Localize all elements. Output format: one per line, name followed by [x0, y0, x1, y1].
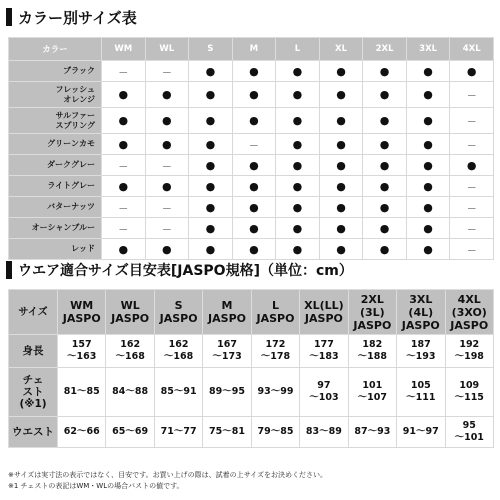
measure-value-cell: 85～91 — [154, 368, 202, 417]
unavailable-dash: － — [450, 218, 494, 239]
available-dot: ● — [319, 239, 363, 260]
measure-value-cell: 182 ～188 — [348, 335, 396, 368]
color-name-cell: ブラック — [9, 61, 102, 82]
footnotes — [8, 470, 496, 492]
available-dot: ● — [189, 218, 233, 239]
available-dot: ● — [276, 176, 320, 197]
available-dot: ● — [102, 134, 146, 155]
table-row — [9, 176, 494, 197]
available-dot: ● — [189, 134, 233, 155]
available-dot: ● — [450, 61, 494, 82]
measure-value-cell: 89～95 — [203, 368, 251, 417]
available-dot: ● — [102, 176, 146, 197]
available-dot: ● — [363, 82, 407, 108]
measure-value-cell: 109 ～115 — [445, 368, 494, 417]
available-dot: ● — [406, 218, 450, 239]
available-dot: ● — [232, 61, 276, 82]
available-dot: ● — [319, 82, 363, 108]
unavailable-dash: － — [450, 197, 494, 218]
jaspo-size-header: XL(LL) JASPO — [300, 290, 348, 335]
table-row — [9, 417, 494, 448]
available-dot: ● — [319, 108, 363, 134]
available-dot: ● — [406, 197, 450, 218]
available-dot: ● — [189, 61, 233, 82]
measure-value-cell: 192 ～198 — [445, 335, 494, 368]
available-dot: ● — [102, 108, 146, 134]
jaspo-table-body — [9, 335, 494, 448]
measure-value-cell: 162 ～168 — [154, 335, 202, 368]
table-row — [9, 82, 494, 108]
available-dot: ● — [319, 218, 363, 239]
jaspo-size-header: S JASPO — [154, 290, 202, 335]
color-name-cell: サルファー スプリング — [9, 108, 102, 134]
color-name-cell: ライトグレー — [9, 176, 102, 197]
unavailable-dash: － — [102, 197, 146, 218]
available-dot: ● — [232, 239, 276, 260]
available-dot: ● — [406, 108, 450, 134]
size-column-header: 3XL — [406, 38, 450, 61]
available-dot: ● — [363, 155, 407, 176]
available-dot: ● — [276, 155, 320, 176]
unavailable-dash: － — [232, 134, 276, 155]
available-dot: ● — [406, 134, 450, 155]
measure-value-cell: 71～77 — [154, 417, 202, 448]
available-dot: ● — [363, 176, 407, 197]
available-dot: ● — [276, 108, 320, 134]
available-dot: ● — [319, 61, 363, 82]
size-column-header: 2XL — [363, 38, 407, 61]
available-dot: ● — [189, 176, 233, 197]
unavailable-dash: － — [102, 155, 146, 176]
available-dot: ● — [406, 176, 450, 197]
available-dot: ● — [189, 108, 233, 134]
available-dot: ● — [406, 155, 450, 176]
jaspo-size-header: 2XL (3L) JASPO — [348, 290, 396, 335]
title-bar-marker — [6, 8, 12, 26]
available-dot: ● — [363, 197, 407, 218]
measure-value-cell: 84～88 — [106, 368, 154, 417]
table-row — [9, 218, 494, 239]
available-dot: ● — [450, 155, 494, 176]
available-dot: ● — [232, 176, 276, 197]
available-dot: ● — [276, 239, 320, 260]
available-dot: ● — [189, 239, 233, 260]
unavailable-dash: － — [450, 239, 494, 260]
measure-value-cell: 162 ～168 — [106, 335, 154, 368]
measure-value-cell: 177 ～183 — [300, 335, 348, 368]
jaspo-size-header: L JASPO — [251, 290, 299, 335]
measure-value-cell: 93～99 — [251, 368, 299, 417]
table-row — [9, 134, 494, 155]
available-dot: ● — [319, 155, 363, 176]
jaspo-table-header-row — [9, 290, 494, 335]
color-name-cell: ダークグレー — [9, 155, 102, 176]
available-dot: ● — [406, 82, 450, 108]
unavailable-dash: － — [145, 218, 189, 239]
available-dot: ● — [189, 197, 233, 218]
size-column-header: WL — [145, 38, 189, 61]
color-table-header-row — [9, 38, 494, 61]
table-row — [9, 108, 494, 134]
jaspo-size-header: WL JASPO — [106, 290, 154, 335]
jaspo-size-header: 4XL (3XO) JASPO — [445, 290, 494, 335]
measure-value-cell: 65～69 — [106, 417, 154, 448]
available-dot: ● — [406, 61, 450, 82]
table-row — [9, 155, 494, 176]
size-column-header: S — [189, 38, 233, 61]
measure-label-cell: チェ スト (※1) — [9, 368, 58, 417]
color-name-cell: レッド — [9, 239, 102, 260]
color-size-title-text: カラー別サイズ表 — [18, 8, 137, 27]
size-column-header: M — [232, 38, 276, 61]
table-row — [9, 197, 494, 218]
size-column-header: WM — [102, 38, 146, 61]
measure-value-cell: 81～85 — [58, 368, 106, 417]
available-dot: ● — [276, 197, 320, 218]
available-dot: ● — [189, 155, 233, 176]
measure-value-cell: 157 ～163 — [58, 335, 106, 368]
available-dot: ● — [145, 239, 189, 260]
available-dot: ● — [145, 134, 189, 155]
jaspo-size-title-text: ウエア適合サイズ目安表[JASPO規格]（単位：cm） — [18, 263, 353, 279]
measure-value-cell: 79～85 — [251, 417, 299, 448]
available-dot: ● — [319, 197, 363, 218]
measure-value-cell: 187 ～193 — [397, 335, 445, 368]
available-dot: ● — [102, 82, 146, 108]
measure-value-cell: 105 ～111 — [397, 368, 445, 417]
size-corner-header: サイズ — [9, 290, 58, 335]
available-dot: ● — [232, 108, 276, 134]
available-dot: ● — [319, 176, 363, 197]
available-dot: ● — [276, 134, 320, 155]
available-dot: ● — [406, 239, 450, 260]
available-dot: ● — [363, 134, 407, 155]
size-column-header: L — [276, 38, 320, 61]
measure-value-cell: 75～81 — [203, 417, 251, 448]
color-size-table — [8, 37, 494, 260]
measure-value-cell: 101 ～107 — [348, 368, 396, 417]
jaspo-size-table — [8, 289, 494, 448]
size-column-header: XL — [319, 38, 363, 61]
unavailable-dash: － — [450, 108, 494, 134]
title-bar-marker — [6, 261, 12, 279]
available-dot: ● — [276, 218, 320, 239]
jaspo-size-header: M JASPO — [203, 290, 251, 335]
table-row — [9, 239, 494, 260]
available-dot: ● — [363, 218, 407, 239]
unavailable-dash: － — [145, 61, 189, 82]
size-column-header: 4XL — [450, 38, 494, 61]
color-name-cell: グリーンカモ — [9, 134, 102, 155]
measure-value-cell: 62～66 — [58, 417, 106, 448]
available-dot: ● — [276, 82, 320, 108]
measure-value-cell: 95 ～101 — [445, 417, 494, 448]
available-dot: ● — [232, 82, 276, 108]
unavailable-dash: － — [450, 176, 494, 197]
available-dot: ● — [363, 61, 407, 82]
measure-value-cell: 167 ～173 — [203, 335, 251, 368]
footnote-chest: ※1 チェストの表記はWM・WLの場合バストの値です。 — [8, 482, 184, 490]
measure-value-cell: 83～89 — [300, 417, 348, 448]
unavailable-dash: － — [102, 61, 146, 82]
table-row — [9, 335, 494, 368]
available-dot: ● — [145, 82, 189, 108]
unavailable-dash: － — [102, 218, 146, 239]
jaspo-size-header: 3XL (4L) JASPO — [397, 290, 445, 335]
measure-value-cell: 97 ～103 — [300, 368, 348, 417]
measure-value-cell: 91～97 — [397, 417, 445, 448]
footnote-size-guide: ※サイズは実寸法の表示ではなく、目安です。お買い上げの際は、試着の上サイズをお決めください。 — [8, 471, 328, 479]
available-dot: ● — [189, 82, 233, 108]
unavailable-dash: － — [450, 134, 494, 155]
available-dot: ● — [363, 239, 407, 260]
color-table-body — [9, 61, 494, 260]
jaspo-size-header: WM JASPO — [58, 290, 106, 335]
measure-value-cell: 172 ～178 — [251, 335, 299, 368]
available-dot: ● — [232, 218, 276, 239]
available-dot: ● — [363, 108, 407, 134]
available-dot: ● — [145, 108, 189, 134]
available-dot: ● — [319, 134, 363, 155]
available-dot: ● — [102, 239, 146, 260]
color-name-cell: バターナッツ — [9, 197, 102, 218]
available-dot: ● — [232, 155, 276, 176]
available-dot: ● — [145, 176, 189, 197]
color-size-title — [6, 6, 137, 28]
available-dot: ● — [276, 61, 320, 82]
available-dot: ● — [232, 197, 276, 218]
measure-label-cell: 身長 — [9, 335, 58, 368]
color-name-cell: オーシャンブルー — [9, 218, 102, 239]
color-name-cell: フレッシュ オレンジ — [9, 82, 102, 108]
color-column-header: カラー — [9, 38, 102, 61]
measure-value-cell: 87～93 — [348, 417, 396, 448]
unavailable-dash: － — [145, 197, 189, 218]
unavailable-dash: － — [145, 155, 189, 176]
unavailable-dash: － — [450, 82, 494, 108]
table-row — [9, 368, 494, 417]
jaspo-size-title — [6, 259, 353, 281]
measure-label-cell: ウエスト — [9, 417, 58, 448]
table-row — [9, 61, 494, 82]
